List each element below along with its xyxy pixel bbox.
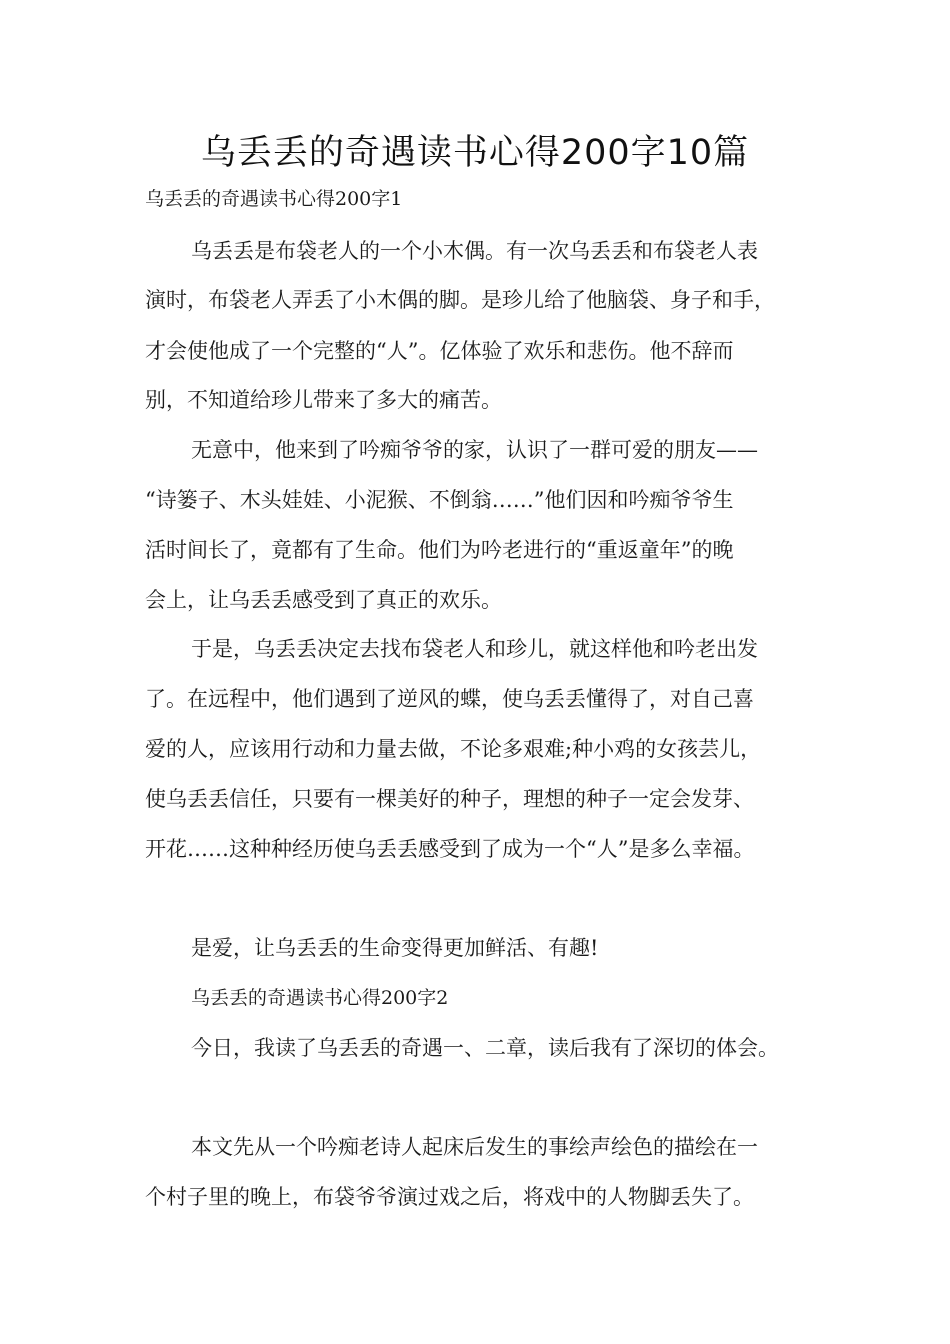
section2-p2-line2: 个村子里的晚上，布袋爷爷演过戏之后，将戏中的人物脚丢失了。: [145, 1185, 754, 1209]
section1-p3-line1: 于是，乌丢丢决定去找布袋老人和珍儿，就这样他和吟老出发: [191, 637, 758, 661]
section1-p2-line4: 会上，让乌丢丢感受到了真正的欢乐。: [145, 588, 502, 612]
section1-p4: 是爱，让乌丢丢的生命变得更加鲜活、有趣!: [191, 936, 599, 960]
section2-p2-line1: 本文先从一个吟痴老诗人起床后发生的事绘声绘色的描绘在一: [191, 1135, 758, 1159]
section1-p3-line3: 爱的人，应该用行动和力量去做，不论多艰难;种小鸡的女孩芸儿，: [145, 737, 762, 761]
section1-p1-line2: 演时，布袋老人弄丢了小木偶的脚。是珍儿给了他脑袋、身子和手，: [145, 288, 775, 312]
section1-heading: 乌丢丢的奇遇读书心得200字1: [145, 188, 403, 210]
section1-p3-line2: 了。在远程中，他们遇到了逆风的蝶，使乌丢丢懂得了，对自己喜: [145, 687, 754, 711]
section2-p1: 今日，我读了乌丢丢的奇遇一、二章，读后我有了深切的体会。: [191, 1036, 779, 1060]
section1-p2-line1: 无意中，他来到了吟痴爷爷的家，认识了一群可爱的朋友——: [191, 438, 758, 462]
section1-p2-line2: “诗篓子、木头娃娃、小泥猴、不倒翁……”他们因和吟痴爷爷生: [145, 488, 734, 512]
section1-p3-line4: 使乌丢丢信任，只要有一棵美好的种子，理想的种子一定会发芽、: [145, 787, 754, 811]
section1-p3-line5: 开花……这种种经历使乌丢丢感受到了成为一个“人”是多么幸福。: [145, 837, 755, 861]
section1-p2-line3: 活时间长了，竟都有了生命。他们为吟老进行的“重返童年”的晚: [145, 538, 734, 562]
section1-p1-line3: 才会使他成了一个完整的“人”。亿体验了欢乐和悲伤。他不辞而: [145, 339, 734, 363]
section1-p1-line4: 别，不知道给珍儿带来了多大的痛苦。: [145, 388, 502, 412]
section1-p1-line1: 乌丢丢是布袋老人的一个小木偶。有一次乌丢丢和布袋老人表: [191, 239, 758, 263]
section2-heading: 乌丢丢的奇遇读书心得200字2: [191, 987, 449, 1009]
document-title: 乌丢丢的奇遇读书心得200字10篇: [200, 133, 750, 173]
